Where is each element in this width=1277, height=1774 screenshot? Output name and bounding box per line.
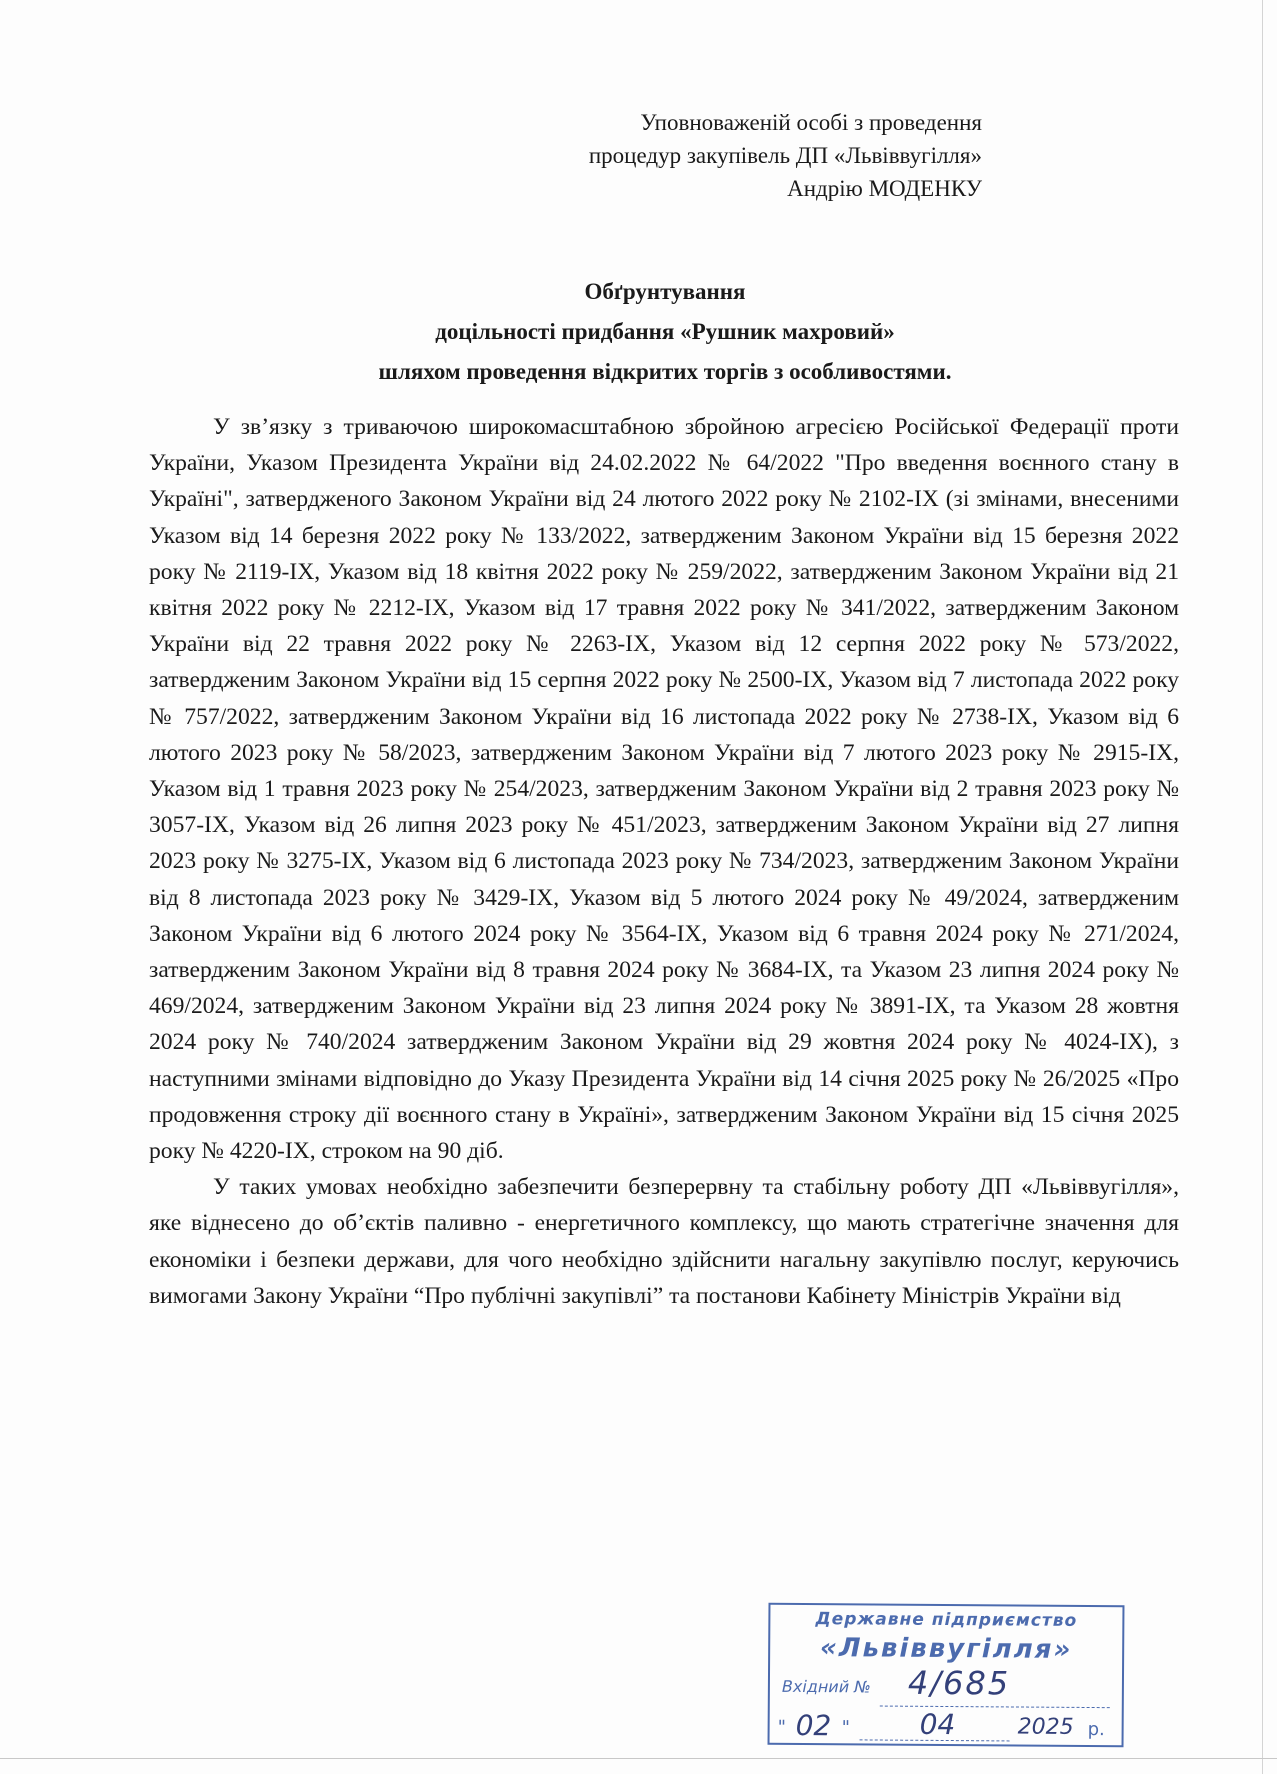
addressee-line: Андрію МОДЕНКУ [787, 176, 982, 201]
addressee-line: Уповноваженій особі з проведення [640, 110, 982, 135]
stamp-organization: Державне підприємство [815, 1609, 1078, 1631]
stamp-date-year: 2025 [1017, 1714, 1074, 1740]
body-paragraph: У таких умовах необхідно забезпечити безперервну та стабільну роботу ДП «Львіввугілля», яке віднесено до об’єктів паливно - енергетичного комплексу, що мають стратегічне значення для економіки і безпеки держави, для чого необхідно здійснити нагальну закупівлю послуг, керуючись вимогами Закону України “Про публічні закупівлі” та постанови Кабінету Міністрів України від [149, 1174, 1179, 1309]
stamp-number-line [880, 1706, 1110, 1709]
stamp-incoming-label: Вхідний № [781, 1676, 871, 1697]
scan-edge [0, 1758, 1277, 1759]
body-paragraph: У зв’язку з триваючою широкомасштабною збройною агресією Російської Федерації проти України, Указом Президента України від 24.02.2022 № 64/2022 "Про введення воєнного стану в Україні", затвердженого Законом України від 24 лютого 2022 року № 2102-IX (зі змінами, внесеними Указом від 14 березня 2022 року № 133/2022, затвердженим Законом України від 15 березня 2022 року № 2119-IX, Указом від 18 квітня 2022 року № 259/2022, затвердженим Законом України від 21 квітня 2022 року № 2212-IX, Указом від 17 травня 2022 року № 341/2022, затвердженим Законом України від 22 травня 2022 року № 2263-IX, Указом від 12 серпня 2022 року № 573/2022, затвердженим Законом України від 15 серпня 2022 року № 2500-IX, Указом від 7 листопада 2022 року № 757/2022, затвердженим Законом України від 16 листопада 2022 року № 2738-IX, Указом від 6 лютого 2023 року № 58/2023, затвердженим Законом України від 7 лютого 2023 року № 2915-IX, Указом від 1 травня 2023 року № 254/2023, затвердженим Законом України від 2 травня 2023 року № 3057-IX, Указом від 26 липня 2023 року № 451/2023, затвердженим Законом України від 27 липня 2023 року № 3275-IX, Указом від 6 листопада 2023 року № 734/2023, затвердженим Законом України від 8 листопада 2023 року № 3429-IX, Указом від 5 лютого 2024 року № 49/2024, затвердженим Законом України від 6 лютого 2024 року № 3564-IX, Указом від 6 травня 2024 року № 271/2024, затвердженим Законом України від 8 травня 2024 року № 3684-IX, та Указом 23 липня 2024 року № 469/2024, затвердженим Законом України від 23 липня 2024 року № 3891-IX, та Указом 28 жовтня 2024 року № 740/2024 затвердженим Законом України від 29 жовтня 2024 року № 4024-IX), з наступними змінами відповідно до Указу Президента України від 14 січня 2025 року № 26/2025 «Про продовження строку дії воєнного стану в Україні», затвердженим Законом України від 15 січня 2025 року № 4220-IX, строком на 90 діб. [149, 414, 1179, 1165]
stamp-incoming-number: 4/685 [907, 1663, 1011, 1703]
addressee-line: процедур закупівель ДП «Львіввугілля» [588, 143, 982, 168]
title-line: доцільності придбання «Рушник махровий» [435, 319, 895, 344]
registration-stamp [768, 1603, 1125, 1747]
stamp-quote-mark: " [841, 1717, 850, 1739]
document-title [150, 272, 1180, 392]
stamp-company-name: «Львіввугілля» [819, 1633, 1073, 1665]
stamp-year-suffix: р. [1087, 1718, 1105, 1741]
scan-edge [1262, 0, 1263, 1774]
title-line: Обґрунтування [584, 279, 746, 304]
stamp-date-month: 04 [919, 1707, 956, 1742]
title-line: шляхом проведення відкритих торгів з особливостями. [378, 359, 952, 384]
addressee-block [589, 106, 982, 205]
stamp-quote-mark: " [777, 1716, 786, 1738]
document-body [149, 409, 1179, 1314]
stamp-date-day: 02 [795, 1708, 832, 1743]
